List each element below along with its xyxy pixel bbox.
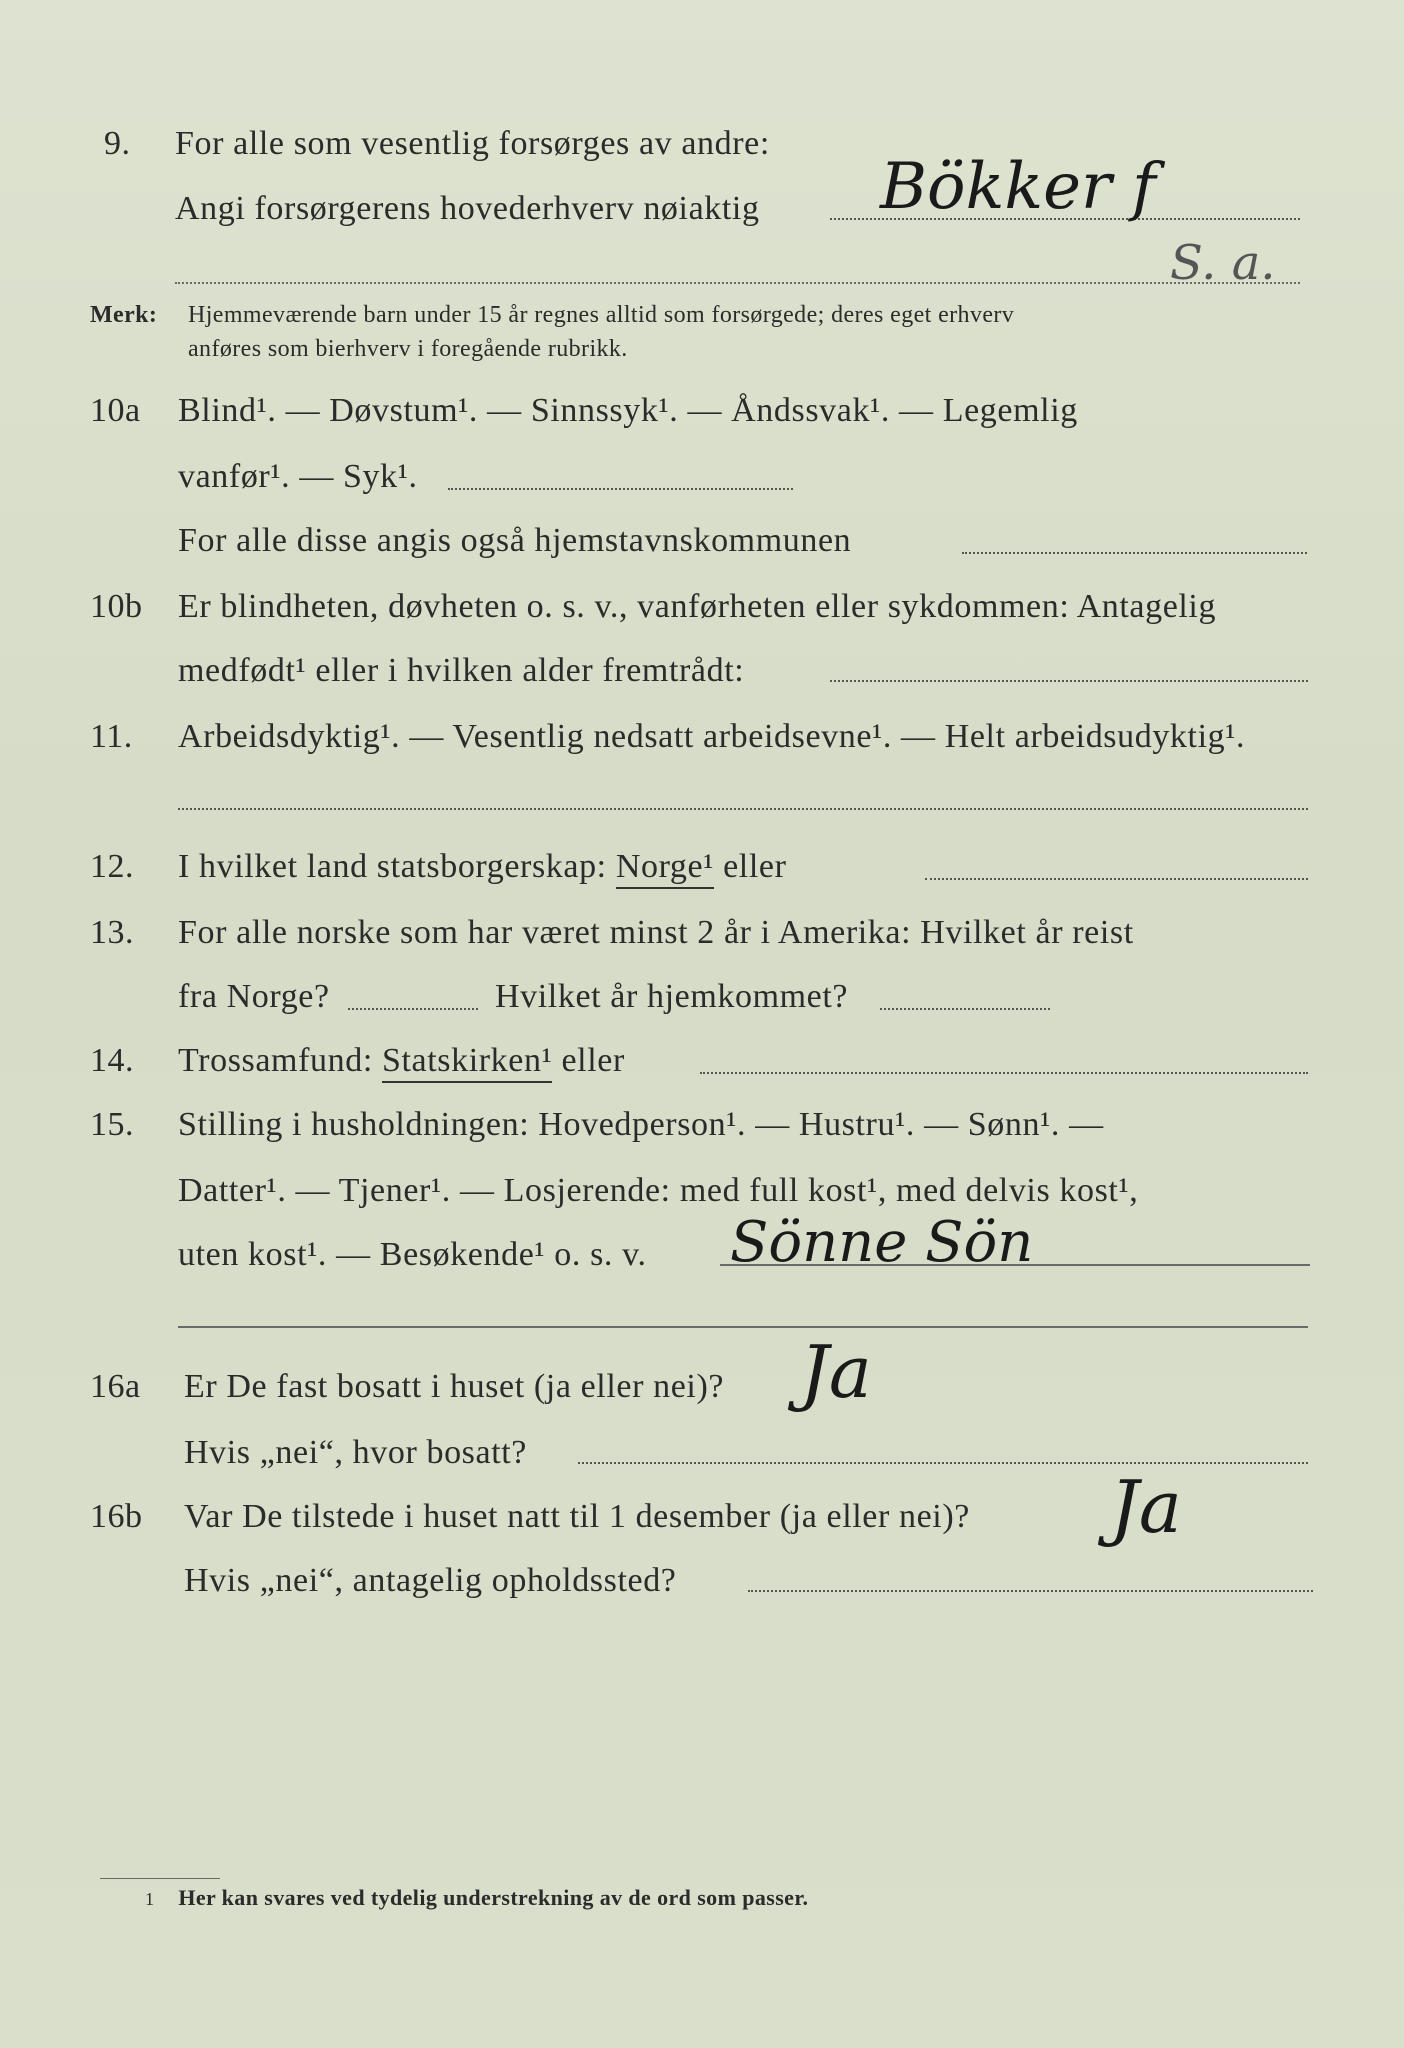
q16b-line2: Hvis „nei“, antagelig opholdssted? <box>184 1562 677 1599</box>
q16a-line1: Er De fast bosatt i huset (ja eller nei)? <box>184 1368 725 1405</box>
q13-line1: For alle norske som har været minst 2 år i Amerika: Hvilket år reist <box>178 914 1134 951</box>
q10b-number: 10b <box>90 588 143 625</box>
q15-second-line <box>178 1326 1308 1328</box>
q12-underlined-answer: Norge¹ <box>616 848 714 889</box>
merk-label: Merk: <box>90 302 158 328</box>
footnote <box>145 1885 808 1911</box>
q10a-fill-line-2 <box>962 552 1307 554</box>
q13-number: 13. <box>90 914 134 951</box>
q16a-number: 16a <box>90 1368 141 1405</box>
merk-line1: Hjemmeværende barn under 15 år regnes alltid som forsørgede; deres eget erhverv <box>188 302 1015 328</box>
q12-text: I hvilket land statsborgerskap: <box>178 848 607 885</box>
q9-number: 9. <box>104 125 131 162</box>
q14-line <box>178 1042 625 1080</box>
q10b-fill-line <box>830 680 1308 682</box>
q13-fill-line-1 <box>348 1008 478 1010</box>
q13-line2b: Hvilket år hjemkommet? <box>495 978 849 1015</box>
q9-handwritten-note: S. a. <box>1170 235 1276 291</box>
q15-line2: Datter¹. — Tjener¹. — Losjerende: med full kost¹, med delvis kost¹, <box>178 1172 1139 1209</box>
q15-number: 15. <box>90 1106 134 1143</box>
q16b-fill-line <box>748 1590 1313 1592</box>
q13-line2a: fra Norge? <box>178 978 330 1015</box>
q11-fill-line <box>178 808 1308 810</box>
q14-underlined-answer: Statskirken¹ <box>382 1042 552 1083</box>
q14-number: 14. <box>90 1042 134 1079</box>
q10b-line2: medfødt¹ eller i hvilken alder fremtrådt: <box>178 652 745 689</box>
q12-number: 12. <box>90 848 134 885</box>
q10a-line3: For alle disse angis også hjemstavnskommunen <box>178 522 852 559</box>
q14-text: Trossamfund: <box>178 1042 373 1079</box>
q16b-line1: Var De tilstede i huset natt til 1 desember (ja eller nei)? <box>184 1498 970 1535</box>
q10a-line1: Blind¹. — Døvstum¹. — Sinnssyk¹. — Åndssvak¹. — Legemlig <box>178 392 1078 429</box>
q9-second-line <box>175 282 1300 284</box>
q12-fill-line <box>925 878 1308 880</box>
q10a-fill-line-1 <box>448 488 793 490</box>
q10a-line2: vanfør¹. — Syk¹. <box>178 458 418 495</box>
footnote-rule <box>100 1878 220 1879</box>
q16a-handwritten-answer: Ja <box>800 1330 872 1414</box>
q12-tail: eller <box>723 848 787 885</box>
q9-line2: Angi forsørgerens hovederhverv nøiaktig <box>175 190 760 227</box>
q9-line1: For alle som vesentlig forsørges av andre: <box>175 125 770 162</box>
q13-fill-line-2 <box>880 1008 1050 1010</box>
q16b-handwritten-answer: Ja <box>1110 1465 1182 1549</box>
q16a-line2: Hvis „nei“, hvor bosatt? <box>184 1434 527 1471</box>
q9-handwritten-answer: Bökker f <box>880 150 1156 224</box>
q11-number: 11. <box>90 718 133 755</box>
q14-tail: eller <box>561 1042 625 1079</box>
merk-line2: anføres som bierhverv i foregående rubrikk. <box>188 336 628 362</box>
q12-line <box>178 848 787 886</box>
footnote-text: Her kan svares ved tydelig understrekning av de ord som passer. <box>178 1885 809 1910</box>
q16a-fill-line <box>578 1462 1308 1464</box>
footnote-mark: 1 <box>145 1889 155 1909</box>
q16b-number: 16b <box>90 1498 143 1535</box>
q10a-number: 10a <box>90 392 141 429</box>
q11-line1: Arbeidsdyktig¹. — Vesentlig nedsatt arbeidsevne¹. — Helt arbeidsudyktig¹. <box>178 718 1246 755</box>
q15-line1: Stilling i husholdningen: Hovedperson¹. — Hustru¹. — Sønn¹. — <box>178 1106 1104 1143</box>
q10b-line1: Er blindheten, døvheten o. s. v., vanførheten eller sykdommen: Antagelig <box>178 588 1217 625</box>
q15-handwritten-answer: Sönne Sön <box>730 1210 1034 1275</box>
q15-line3: uten kost¹. — Besøkende¹ o. s. v. <box>178 1236 647 1273</box>
q14-fill-line <box>700 1072 1308 1074</box>
